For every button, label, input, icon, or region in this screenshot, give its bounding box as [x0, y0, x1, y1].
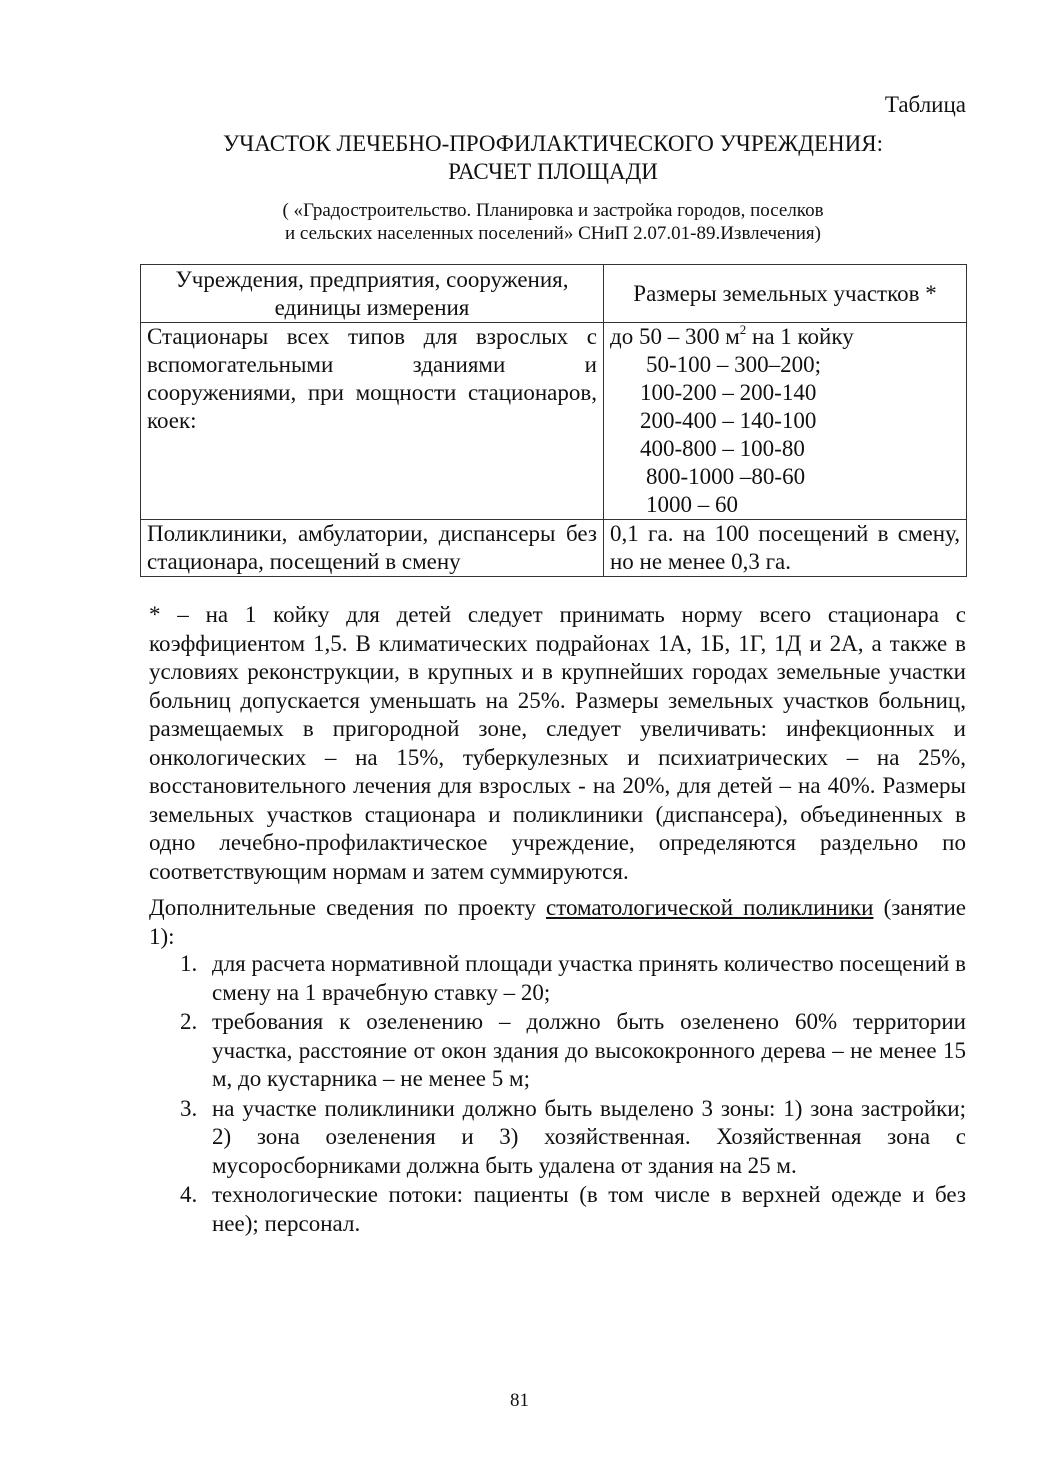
- column-header-sizes: Размеры земельных участков *: [604, 265, 967, 323]
- page-number: 81: [510, 1390, 529, 1411]
- size-item: 400-800 – 100-80: [640, 436, 805, 461]
- list-item-text: требования к озеленению – должно быть озеленено 60% территории участка, расстояние от окон здания до высококронного дерева – не менее 15 м, до кустарника – не менее 5 м;: [212, 1009, 966, 1091]
- table-title-line2: РАСЧЕТ ПЛОЩАДИ: [448, 159, 658, 184]
- size-item: 800-1000 –80-60: [646, 464, 806, 489]
- list-item-text: технологические потоки: пациенты (в том числе в верхней одежде и без нее); персонал.: [212, 1182, 966, 1236]
- project-name: стоматологической поликлиники: [545, 895, 874, 920]
- hospital-size-list: [610, 323, 960, 519]
- footnote-paragraph: * – на 1 койку для детей следует принимать норму всего стационара с коэффициентом 1,5. В климатических подрайонах 1А, 1Б, 1Г, 1Д и 2А, а также в условиях реконструкции, в крупных и в крупнейших городах земельные участки больниц допускается уменьшать на 25%. Размеры земельных участков больниц, размещаемых в пригородной зоне, следует увеличивать: инфекционных и онкологических – на 15%, туберкулезных и психиатрических – на 25%, восстановительного лечения для взрослых - на 20%, для детей – на 40%. Размеры земельных участков стационара и поликлиники (диспансера), объединенных в одно лечебно-профилактическое учреждение, определяются раздельно по соответствующим нормам и затем суммируются.: [149, 602, 966, 884]
- list-item-number: 1.: [180, 951, 198, 976]
- list-item: [175, 1095, 966, 1181]
- table-header-row: [141, 265, 967, 323]
- list-item-text: на участке поликлиники должно быть выделено 3 зоны: 1) зона застройки; 2) зона озеленения и 3) хозяйственная. Хозяйственная зона с мусоросборниками должна быть удалена от здания на 25 м.: [212, 1095, 966, 1178]
- source-line2: и сельских населенных поселений» СНиП 2.07.01-89.Извлечения): [284, 223, 821, 244]
- cell-sizes-polyclinics: 0,1 га. на 100 посещений в смену, но не менее 0,3 га.: [604, 520, 967, 577]
- list-item: [175, 1008, 966, 1094]
- cell-institution-hospitals: Стационары всех типов для взрослых с вспомогательными зданиями и сооружениями, при мощности стационаров, коек:: [141, 323, 604, 520]
- size-item: 50-100 – 300–200;: [646, 352, 822, 377]
- size-item: 200-400 – 140-100: [640, 408, 817, 433]
- cell-institution-polyclinics: Поликлиники, амбулатории, диспансеры без стационара, посещений в смену: [141, 520, 604, 577]
- size-item: 100-200 – 200-140: [640, 380, 817, 405]
- list-item: [175, 950, 966, 1007]
- source-line1: ( «Градостроительство. Планировка и застройка городов, поселков: [282, 200, 824, 221]
- table-label: Таблица: [884, 92, 966, 117]
- norms-table: [140, 264, 967, 577]
- list-item-number: 3.: [180, 1095, 198, 1121]
- list-item-number: 2.: [180, 1009, 198, 1034]
- additional-info-list: [175, 950, 966, 1239]
- size-item: до 50 – 300 $м^2$ на 1 койку: [610, 322, 854, 349]
- list-item-text: для расчета нормативной площади участка принять количество посещений в смену на 1 врачебную ставку – 20;: [212, 951, 966, 1005]
- table-row: [141, 323, 967, 520]
- table-title-line1: УЧАСТОК ЛЕЧЕБНО-ПРОФИЛАКТИЧЕСКОГО УЧРЕЖДЕНИЯ:: [223, 131, 883, 156]
- size-item: 1000 – 60: [646, 492, 738, 517]
- list-item: [175, 1181, 966, 1238]
- additional-info-intro: Дополнительные сведения по проекту стоматологической поликлиники (занятие 1):: [149, 895, 966, 949]
- table-row: [141, 520, 967, 577]
- column-header-institutions: Учреждения, предприятия, сооружения, единицы измерения: [141, 265, 604, 323]
- cell-sizes-hospitals: [604, 323, 967, 520]
- list-item-number: 4.: [180, 1182, 198, 1207]
